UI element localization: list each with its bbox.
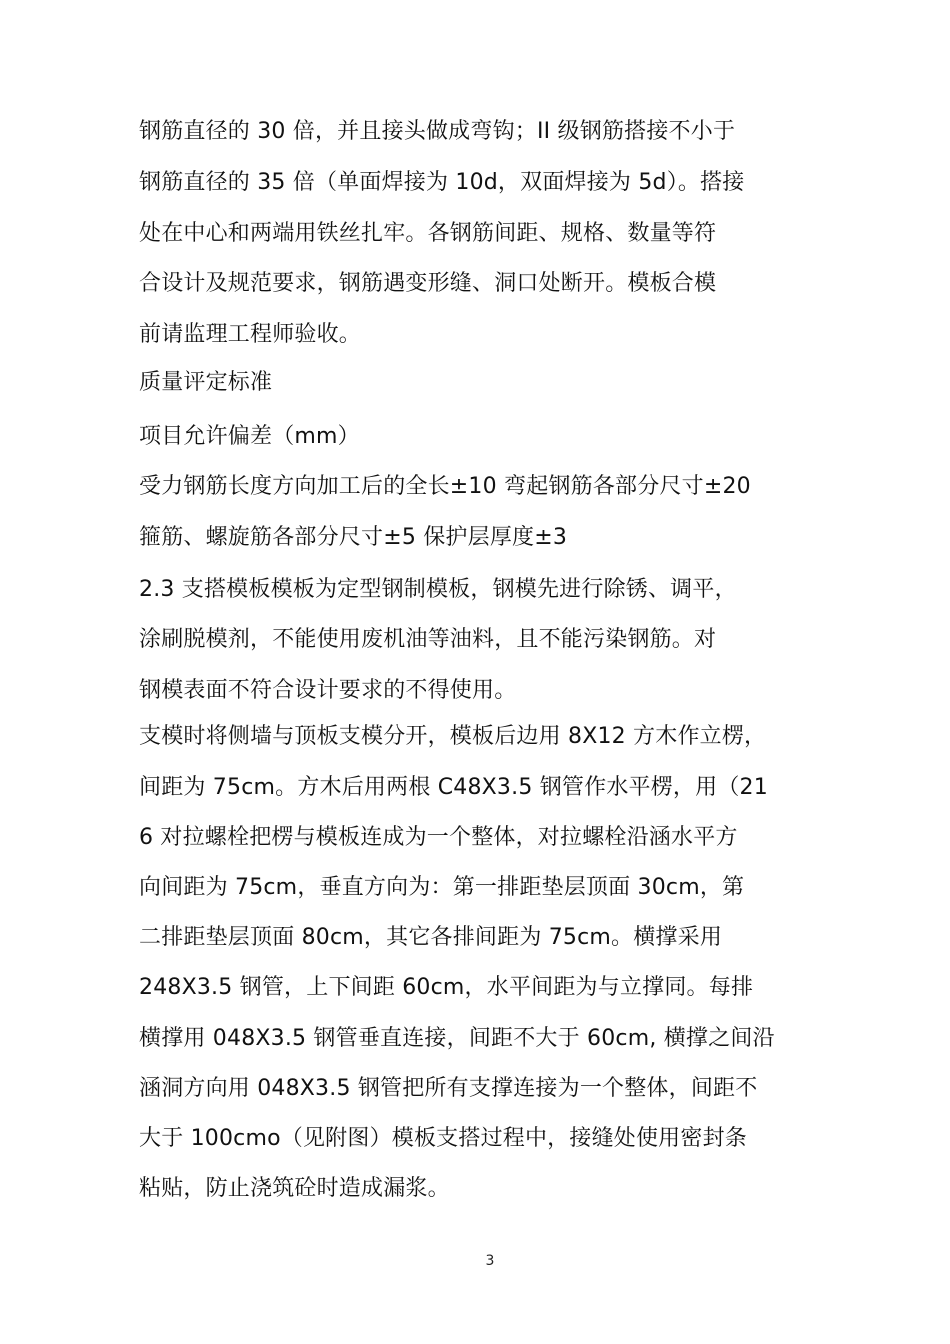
body-text-line: 6 对拉螺栓把楞与模板连成为一个整体，对拉螺栓沿涵水平方 <box>139 825 738 850</box>
body-text-line: 涵洞方向用 048X3.5 钢管把所有支撑连接为一个整体，间距不 <box>139 1076 758 1101</box>
body-text-line: 248X3.5 钢管，上下间距 60cm，水平间距为与立撑同。每排 <box>139 975 754 1000</box>
tolerance-line: 箍筋、螺旋筋各部分尺寸±5 保护层厚度±3 <box>139 525 568 550</box>
body-text-line: 处在中心和两端用铁丝扎牢。各钢筋间距、规格、数量等符 <box>139 221 717 246</box>
body-text-line: 大于 100cmo（见附图）模板支搭过程中，接缝处使用密封条 <box>139 1126 747 1151</box>
body-text-line: 横撑用 048X3.5 钢管垂直连接，间距不大于 60cm, 横撑之间沿 <box>139 1026 775 1051</box>
body-text-line: 钢模表面不符合设计要求的不得使用。 <box>139 678 517 703</box>
body-text-line: 前请监理工程师验收。 <box>139 322 362 347</box>
body-text-line: 合设计及规范要求，钢筋遇变形缝、洞口处断开。模板合模 <box>139 271 717 296</box>
body-text-line: 2.3 支搭模板模板为定型钢制模板，钢模先进行除锈、调平， <box>139 577 737 602</box>
body-text-line: 支模时将侧墙与顶板支模分开，模板后边用 8X12 方木作立楞， <box>139 724 767 749</box>
tolerance-line: 受力钢筋长度方向加工后的全长±10 弯起钢筋各部分尺寸±20 <box>139 474 751 499</box>
body-text-line: 向间距为 75cm，垂直方向为：第一排距垫层顶面 30cm，第 <box>139 875 745 900</box>
body-text-line: 粘贴，防止浇筑砼时造成漏浆。 <box>139 1176 450 1201</box>
page-number: 3 <box>485 1253 495 1269</box>
section-heading: 质量评定标准 <box>139 370 273 395</box>
table-header-text: 项目允许偏差（mm） <box>139 424 360 449</box>
body-text-line: 二排距垫层顶面 80cm，其它各排间距为 75cm。横撑采用 <box>139 925 723 950</box>
body-text-line: 钢筋直径的 30 倍，并且接头做成弯钩；II 级钢筋搭接不小于 <box>139 119 736 144</box>
body-text-line: 钢筋直径的 35 倍（单面焊接为 10d，双面焊接为 5d）。搭接 <box>139 170 745 195</box>
body-text-line: 涂刷脱模剂，不能使用废机油等油料，且不能污染钢筋。对 <box>139 627 717 652</box>
body-text-line: 间距为 75cm。方木后用两根 C48X3.5 钢管作水平楞，用（21 <box>139 775 768 800</box>
